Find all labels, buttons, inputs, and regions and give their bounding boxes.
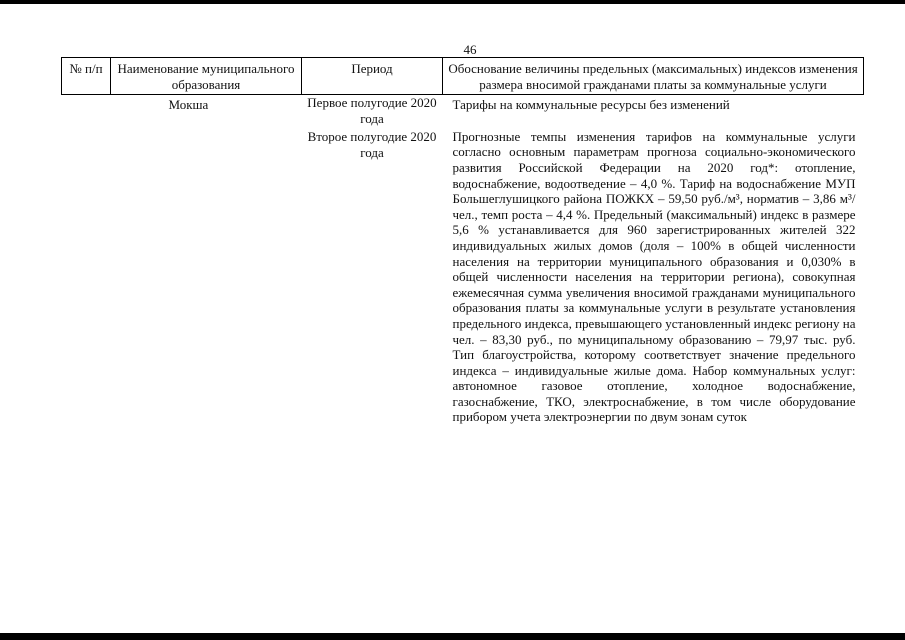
cell-period: [302, 95, 443, 427]
cell-municipality: Мокша: [168, 97, 209, 113]
header-period: Период: [302, 58, 443, 95]
table-row: [62, 95, 864, 427]
justification-first-half: Тарифы на коммунальные ресурсы без изменений: [452, 97, 730, 113]
justification-second-half: Прогнозные темпы изменения тарифов на коммунальные услуги согласно основным параметрам прогноза социально-экономического развития Российской Федерации на 2020 год*: отопление, водоснабжение, водоотведение – 4,0 %. Тариф на водоснабжение МУП Большеглушицкого района ПОЖКХ – 59,50 руб./м³, норматив – 3,86 м³/чел., темп роста – 4,4 %. Предельный (максимальный) индекс в размере 5,6 % устанавливается для 960 зарегистрированных жителей 322 индивидуальных жилых домов (доля – 100% в общей численности населения на территории муниципального образования и 0,030% в общей численности населения на территории региона), совокупная ежемесячная сумма увеличения вносимой гражданами муниципального образования платы за коммунальные услуги в результате установления предельного индекса, превышающего установленный индекс региону на чел. – 83,30 руб., по муниципальному образованию – 79,97 тыс. руб. Тип благоустройства, которому соответствует значение предельного индекса – индивидуальные жилые дома. Набор коммунальных услуг: автономное газовое отопление, холодное водоснабжение, газоснабжение, ТКО, электроснабжение, в том числе оборудование прибором учета электроэнергии по двум зонам суток: [452, 128, 856, 425]
header-municipality: Наименование муниципального образования: [111, 58, 302, 95]
scan-border-bottom: [0, 633, 905, 640]
period-first-half: Первое полугодие 2020 года: [307, 95, 437, 126]
table-header-row: [62, 58, 864, 95]
cell-justification: [443, 95, 864, 427]
header-justification: Обоснование величины предельных (максимальных) индексов изменения размера вносимой гражданами платы за коммунальные услуги: [443, 58, 864, 95]
scan-border-top: [0, 0, 905, 4]
header-number: № п/п: [62, 58, 111, 95]
cell-number: [62, 95, 111, 427]
page-number: 46: [463, 42, 477, 57]
period-second-half: Второе полугодие 2020 года: [307, 129, 437, 160]
tariff-index-table: [61, 57, 864, 427]
